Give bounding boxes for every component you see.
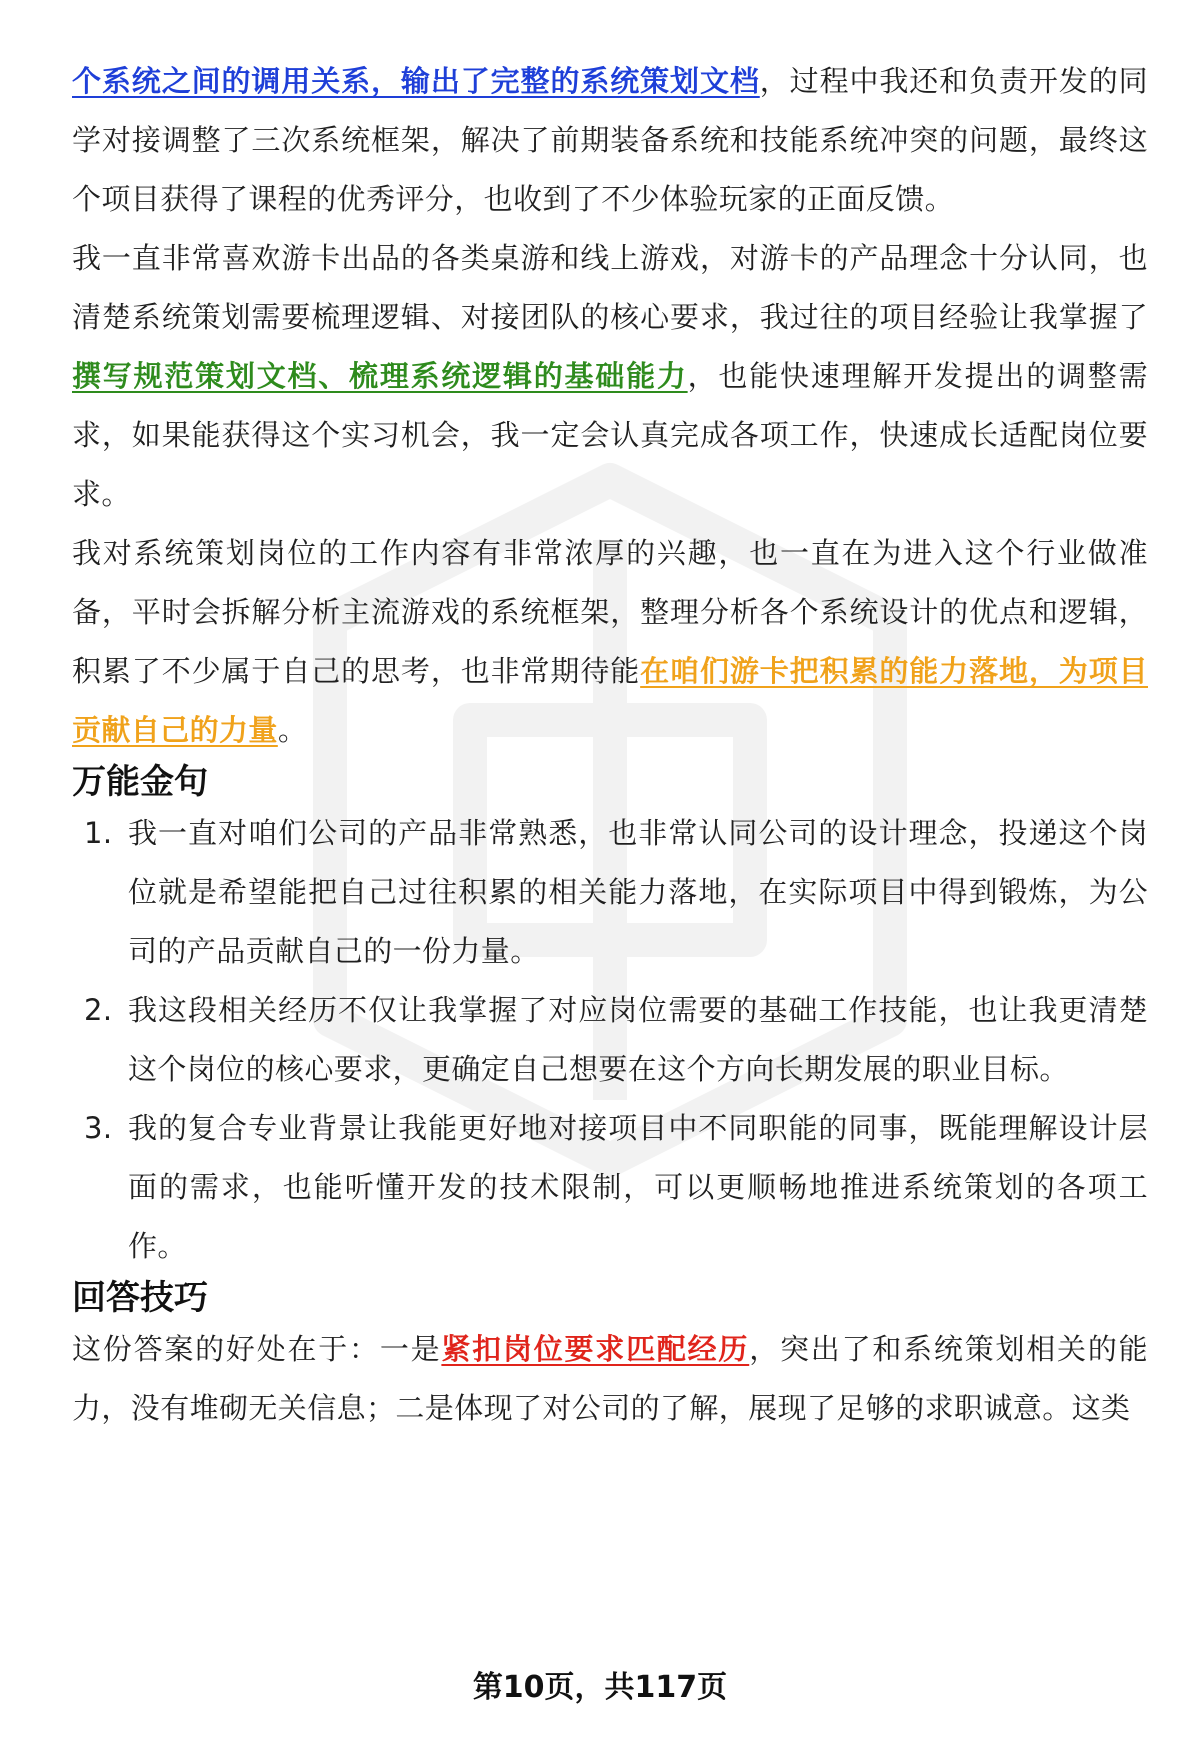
list-item-text: 我这段相关经历不仅让我掌握了对应岗位需要的基础工作技能，也让我更清楚这个岗位的核心要求，更确定自己想要在这个方向长期发展的职业目标。 xyxy=(128,993,1148,1086)
page-number-footer: 第10页，共117页 xyxy=(472,1670,728,1705)
list-item xyxy=(72,1099,1148,1276)
paragraph-text: 这份答案的好处在于：一是 xyxy=(72,1332,442,1366)
page-content xyxy=(72,52,1148,1438)
section-title-answer-tips: 回答技巧 xyxy=(72,1278,208,1318)
list-item-number: 1. xyxy=(84,816,113,850)
list-item-text: 我的复合专业背景让我能更好地对接项目中不同职能的同事，既能理解设计层面的需求，也能听懂开发的技术限制，可以更顺畅地推进系统策划的各项工作。 xyxy=(128,1111,1148,1263)
paragraph-text: ，突出了和系统策划相关的能力，没有堆砌无关信息；二是体现了对公司的了解，展现了足够的求职诚意。这类 xyxy=(72,1332,1148,1425)
list-item-number: 2. xyxy=(84,993,113,1027)
paragraph-answer-tips xyxy=(72,1320,1148,1438)
highlight-contribution: 在咱们游卡把积累的能力落地，为项目贡献自己的力量 xyxy=(72,654,1148,747)
highlight-system-doc: 个系统之间的调用关系，输出了完整的系统策划文档 xyxy=(72,64,760,98)
golden-sentence-list xyxy=(72,804,1148,1276)
list-item-text: 我一直对咱们公司的产品非常熟悉，也非常认同公司的设计理念，投递这个岗位就是希望能把自己过往积累的相关能力落地，在实际项目中得到锻炼，为公司的产品贡献自己的一份力量。 xyxy=(128,816,1148,968)
paragraph-text: 。 xyxy=(277,713,308,747)
list-item xyxy=(72,981,1148,1099)
list-item-number: 3. xyxy=(84,1111,113,1145)
paragraph-project-experience xyxy=(72,52,1148,229)
paragraph-company-fit xyxy=(72,229,1148,524)
paragraph-text: ，也能快速理解开发提出的调整需求，如果能获得这个实习机会，我一定会认真完成各项工作，快速成长适配岗位要求。 xyxy=(72,359,1148,511)
section-title-golden-sentences: 万能金句 xyxy=(72,762,208,802)
paragraph-text: ，过程中我还和负责开发的同学对接调整了三次系统框架，解决了前期装备系统和技能系统冲突的问题，最终这个项目获得了课程的优秀评分，也收到了不少体验玩家的正面反馈。 xyxy=(72,64,1148,216)
list-item xyxy=(72,804,1148,981)
highlight-basic-ability: 撰写规范策划文档、梳理系统逻辑的基础能力 xyxy=(72,359,688,393)
paragraph-interest xyxy=(72,524,1148,760)
paragraph-text: 我一直非常喜欢游卡出品的各类桌游和线上游戏，对游卡的产品理念十分认同，也清楚系统策划需要梳理逻辑、对接团队的核心要求，我过往的项目经验让我掌握了 xyxy=(72,241,1148,334)
paragraph-text: 我对系统策划岗位的工作内容有非常浓厚的兴趣，也一直在为进入这个行业做准备，平时会拆解分析主流游戏的系统框架，整理分析各个系统设计的优点和逻辑，积累了不少属于自己的思考，也非常期待能 xyxy=(72,536,1148,688)
highlight-match-experience: 紧扣岗位要求匹配经历 xyxy=(441,1332,750,1366)
